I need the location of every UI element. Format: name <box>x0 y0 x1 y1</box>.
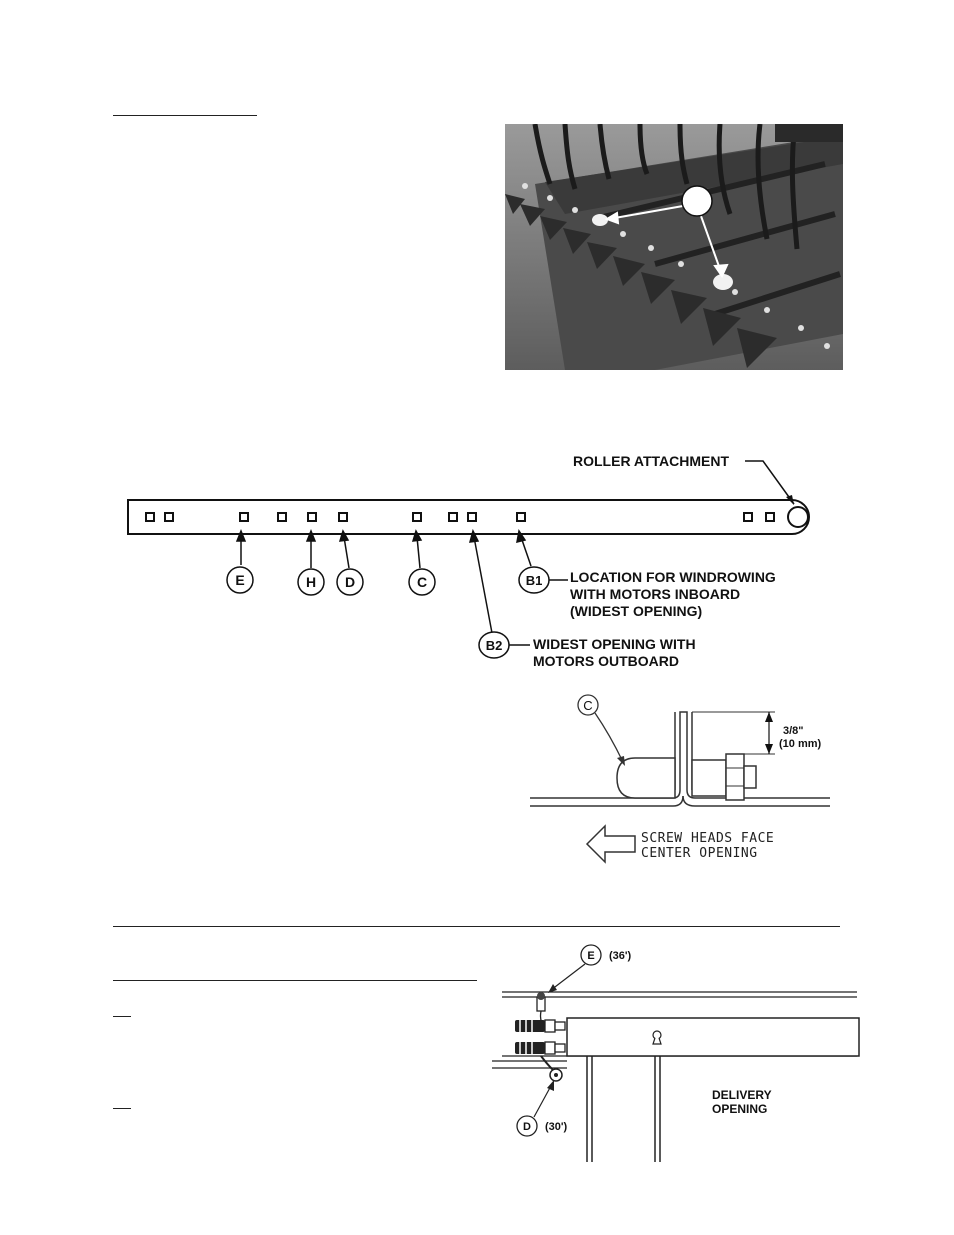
screw-head <box>617 758 675 798</box>
bottom-e-label: E <box>587 950 595 962</box>
b1-description-line2: WITH MOTORS INBOARD <box>570 586 741 602</box>
b1-description-line1: LOCATION FOR WINDROWING <box>570 569 776 585</box>
hole-b1 <box>517 513 525 521</box>
b2-description-line2: MOTORS OUTBOARD <box>533 653 679 669</box>
delivery-opening-line2: OPENING <box>712 1102 768 1116</box>
section-divider <box>113 926 840 927</box>
dimension-metric-label: (10 mm) <box>779 738 822 750</box>
hole-b2 <box>468 513 476 521</box>
bottom-d-size: (30') <box>545 1121 568 1133</box>
heading-underline-top <box>113 115 257 116</box>
keyhole-icon <box>653 1031 661 1039</box>
dimension-label: 3/8" <box>783 725 804 737</box>
location-b2-label: B2 <box>485 638 503 653</box>
detail-c-label: C <box>583 698 593 713</box>
roller-hole <box>788 507 808 527</box>
hole <box>146 513 154 521</box>
step-marker-1 <box>113 1016 131 1017</box>
b2-description-line1: WIDEST OPENING WITH <box>533 636 696 652</box>
location-c-label: C <box>416 574 428 590</box>
hole <box>744 513 752 521</box>
screw-note-line2: CENTER OPENING <box>641 846 758 861</box>
hole <box>278 513 286 521</box>
delivery-opening-diagram <box>487 940 862 1165</box>
direction-arrow-icon <box>587 826 635 862</box>
hole <box>766 513 774 521</box>
location-d-label: D <box>344 574 356 590</box>
hole <box>165 513 173 521</box>
hole-e <box>240 513 248 521</box>
location-e-label: E <box>235 572 245 588</box>
hole <box>449 513 457 521</box>
step-marker-2 <box>113 1108 131 1109</box>
b1-description-line3: (WIDEST OPENING) <box>570 603 703 619</box>
nut <box>726 754 744 800</box>
hole-d <box>339 513 347 521</box>
reel-photo-illustration <box>505 124 843 370</box>
bottom-d-label: D <box>523 1121 531 1133</box>
location-b1-label: B1 <box>525 573 543 588</box>
roller-attachment-label: ROLLER ATTACHMENT <box>573 453 730 469</box>
hole-c <box>413 513 421 521</box>
bottom-e-size: (36') <box>609 950 632 962</box>
heading-underline-bottom <box>113 980 477 981</box>
screw-note-line1: SCREW HEADS FACE <box>641 831 775 846</box>
hole-h <box>308 513 316 521</box>
spacer-bar-top-view <box>567 1018 859 1056</box>
photo-callout-circle <box>682 186 712 216</box>
delivery-opening-line1: DELIVERY <box>712 1088 772 1102</box>
reel-photo <box>505 124 843 370</box>
spacer-bar-diagram <box>110 445 830 675</box>
location-h-label: H <box>305 574 317 590</box>
screw-detail-diagram <box>525 690 835 875</box>
